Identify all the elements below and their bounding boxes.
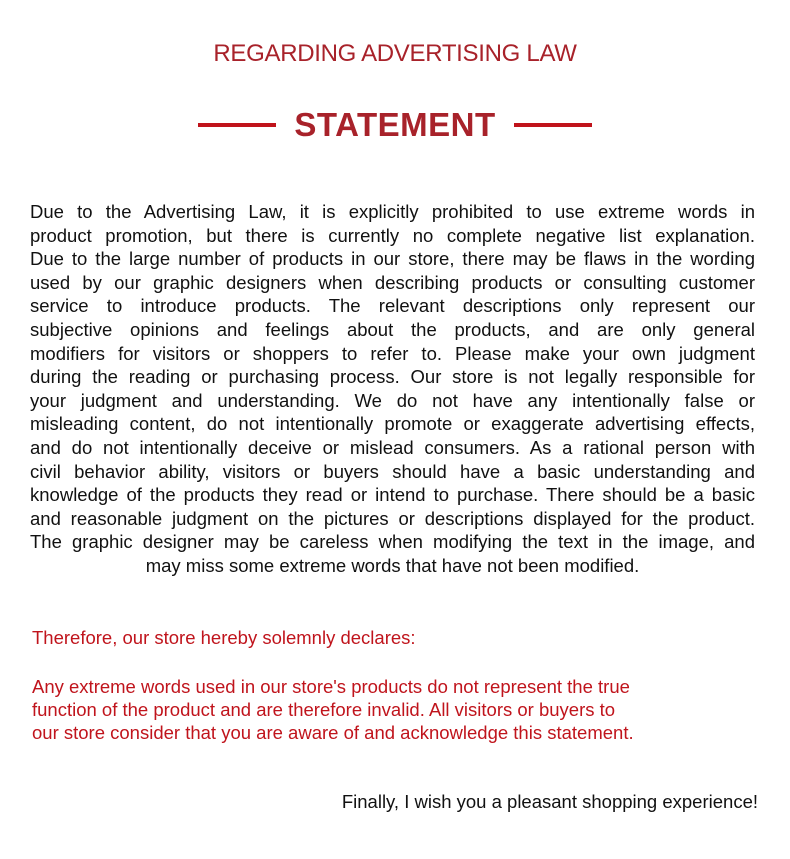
body-line: knowledge of the products they read or intend to purchase. There should be a basic [30,484,755,506]
declaration-line: function of the product and are therefore invalid. All visitors or buyers to [32,699,616,720]
declaration-line: Any extreme words used in our store's products do not represent the true [32,676,630,697]
statement-header [0,106,790,144]
page-title: STATEMENT [294,106,496,143]
subtitle: REGARDING ADVERTISING LAW [213,40,577,67]
left-divider [198,123,276,127]
body-line: The graphic designer may be careless when modifying the text in the image, and [30,531,755,553]
closing-message: Finally, I wish you a pleasant shopping experience! [341,791,758,812]
body-line: misleading content, do not intentionally promote or exaggerate advertising effects, [30,413,755,435]
declaration-line: our store consider that you are aware of and acknowledge this statement. [32,722,634,743]
body-line: civil behavior ability, visitors or buyers should have a basic understanding and [30,460,755,482]
body-line: service to introduce products. The relevant descriptions only represent our [30,295,755,317]
body-line: modifiers for visitors or shoppers to refer to. Please make your own judgment [30,342,755,364]
body-line: Due to the large number of products in our store, there may be flaws in the wording [30,248,755,270]
declaration-intro: Therefore, our store hereby solemnly declares: [32,627,416,648]
body-line: and do not intentionally deceive or mislead consumers. As a rational person with [30,436,755,458]
body-line: Due to the Advertising Law, it is explicitly prohibited to use extreme words in [30,201,755,222]
body-line: during the reading or purchasing process. Our store is not legally responsible for [30,366,755,388]
body-line: used by our graphic designers when describing products or consulting customer [30,271,755,293]
body-line: may miss some extreme words that have not been modified. [145,554,640,576]
body-line: your judgment and understanding. We do not have any intentionally false or [30,389,755,411]
right-divider [514,123,592,127]
body-line: product promotion, but there is currently no complete negative list explanation. [30,224,755,246]
declaration [32,675,634,744]
body-line: and reasonable judgment on the pictures or descriptions displayed for the product. [30,507,755,529]
body-line: subjective opinions and feelings about the products, and are only general [30,318,755,340]
statement-body [30,200,755,578]
